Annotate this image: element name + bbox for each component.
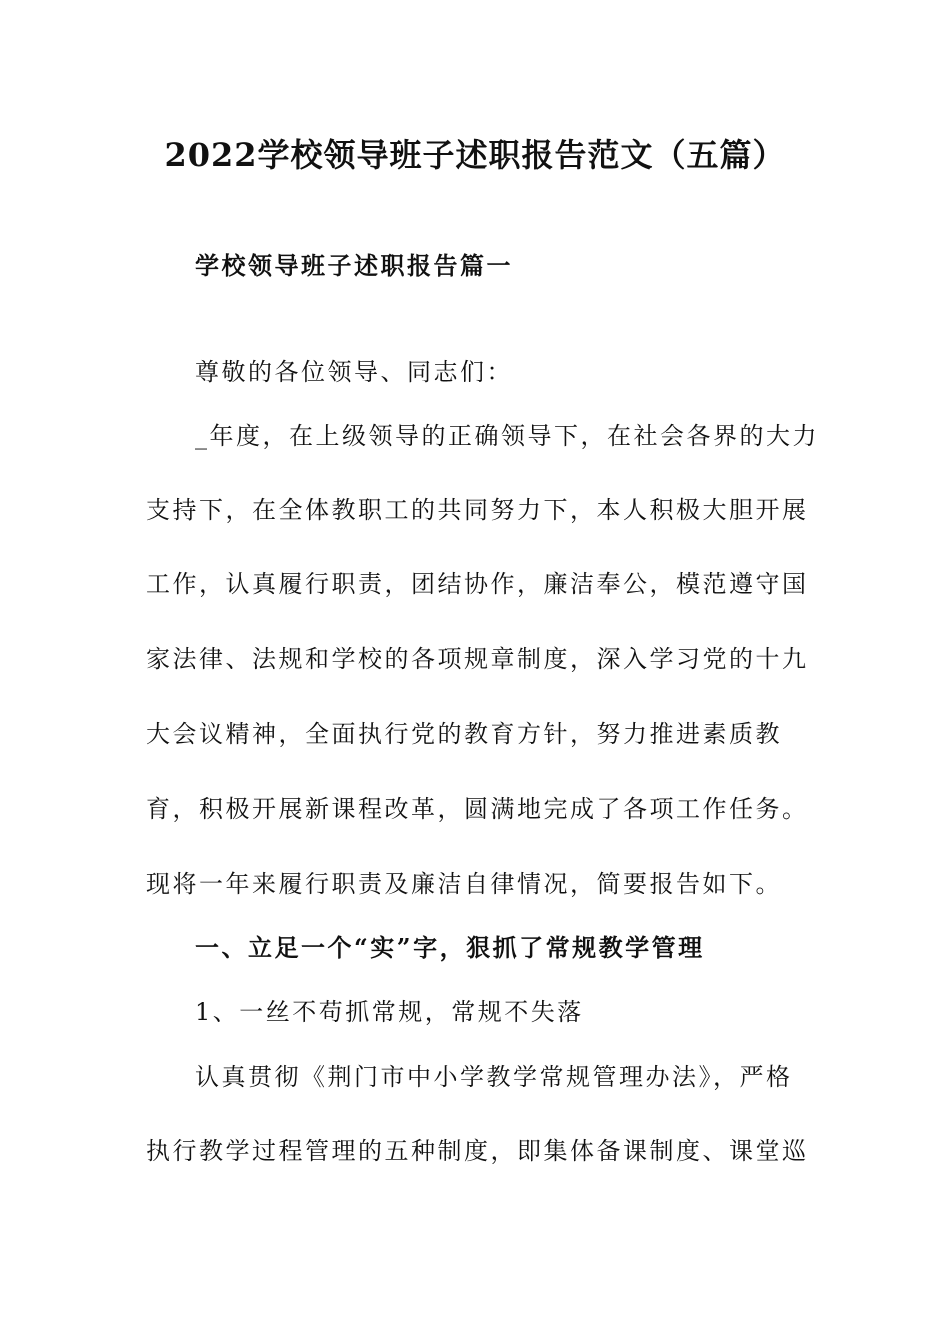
salutation: 尊敬的各位领导、同志们： [195, 358, 513, 386]
paragraph-line: 家法律、法规和学校的各项规章制度，深入学习党的十九 [146, 645, 809, 673]
document-title: 2022学校领导班子述职报告范文（五篇） [164, 136, 786, 174]
section-heading: 学校领导班子述职报告篇一 [195, 251, 513, 280]
paragraph-line: 支持下，在全体教职工的共同努力下，本人积极大胆开展 [146, 496, 809, 524]
paragraph-line: 大会议精神，全面执行党的教育方针，努力推进素质教 [146, 720, 782, 748]
paragraph-line: 认真贯彻《荆门市中小学教学常规管理办法》，严格 [195, 1063, 793, 1091]
paragraph-line: _年度，在上级领导的正确领导下，在社会各界的大力 [195, 422, 819, 450]
paragraph-line: 执行教学过程管理的五种制度，即集体备课制度、课堂巡 [146, 1137, 809, 1165]
paragraph-line: 工作，认真履行职责，团结协作，廉洁奉公，模范遵守国 [146, 570, 809, 598]
paragraph-line: 育，积极开展新课程改革，圆满地完成了各项工作任务。 [146, 795, 809, 823]
subheading: 一、立足一个“实”字，狠抓了常规教学管理 [195, 933, 705, 962]
subheading: 1、一丝不苟抓常规，常规不失落 [195, 998, 584, 1026]
paragraph-line: 现将一年来履行职责及廉洁自律情况，简要报告如下。 [146, 870, 782, 898]
